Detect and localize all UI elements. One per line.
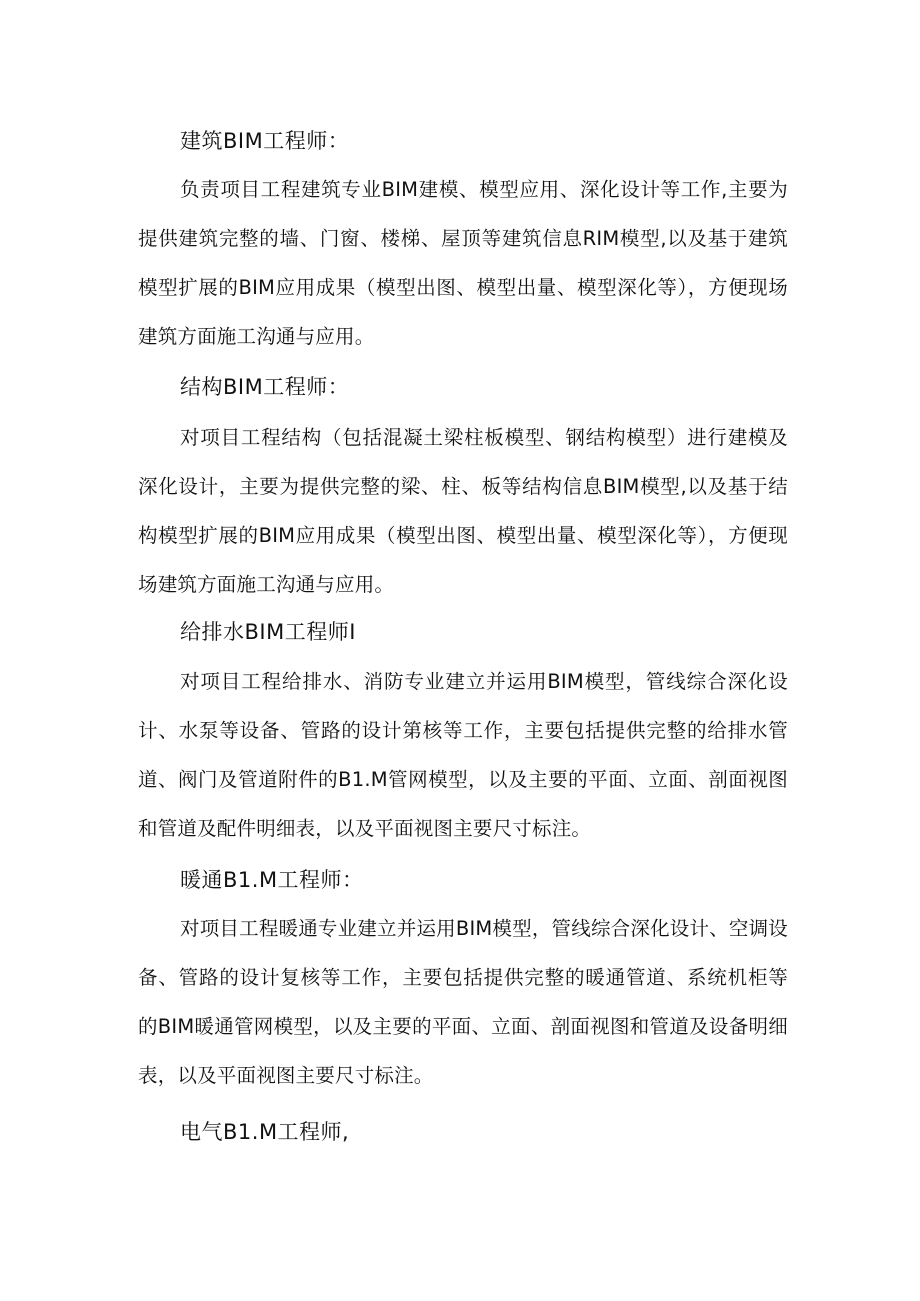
- section-heading-hvac-bim-engineer: 暖通B1.M工程师：: [180, 868, 364, 892]
- section-heading-electrical-bim-engineer: 电气B1.M工程师,: [180, 1120, 350, 1144]
- section-heading-plumbing-bim-engineer: 给排水BIM工程师I: [180, 620, 356, 644]
- section-body-plumbing-bim-engineer: 对项目工程给排水、消防专业建立并运用BIM模型，管线综合深化设计、水泵等设备、管路的设计第核等工作，主要包括提供完整的给排水管道、阀门及管道附件的B1.M管网模型，以及主要的平面、立面、剖面视图和管道及配件明细表，以及平面视图主要尺寸标注。: [138, 670, 788, 840]
- section-body-hvac-bim-engineer: 对项目工程暖通专业建立并运用BIM模型，管线综合深化设计、空调设备、管路的设计复核等工作，主要包括提供完整的暖通管道、系统机柜等的BIM暖通管网模型，以及主要的平面、立面、剖面视图和管道及设备明细表，以及平面视图主要尺寸标注。: [138, 917, 788, 1087]
- section-heading-structural-bim-engineer: 结构BIM工程师：: [180, 375, 350, 399]
- section-heading-architectural-bim-engineer: 建筑BIM工程师：: [180, 129, 350, 153]
- section-body-architectural-bim-engineer: 负责项目工程建筑专业BIM建模、模型应用、深化设计等工作,主要为提供建筑完整的墙、门窗、楼梯、屋顶等建筑信息RIM模型,以及基于建筑模型扩展的BIM应用成果（模型出图、模型出量、模型深化等），方便现场建筑方面施工沟通与应用。: [138, 178, 788, 348]
- section-body-structural-bim-engineer: 对项目工程结构（包括混凝土梁柱板模型、钢结构模型）进行建模及深化设计，主要为提供完整的梁、柱、板等结构信息BIM模型,以及基于结构模型扩展的BIM应用成果（模型出图、模型出量、模型深化等），方便现场建筑方面施工沟通与应用。: [138, 426, 788, 596]
